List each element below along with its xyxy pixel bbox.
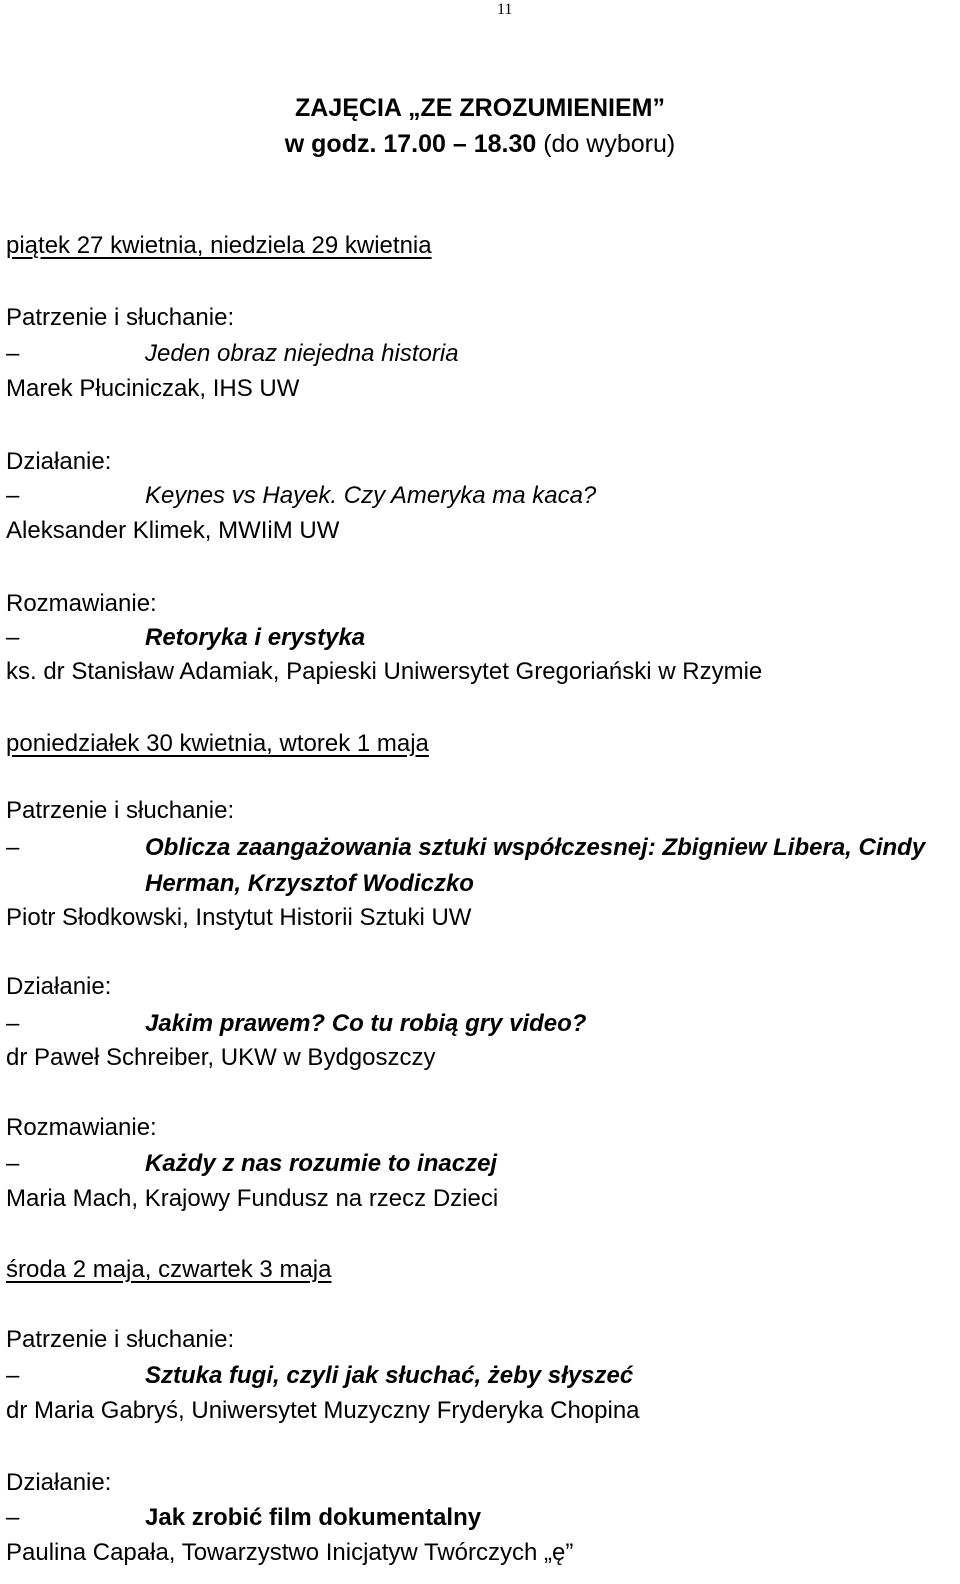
activity-title [6, 830, 956, 902]
category-watching-listening: Patrzenie i słuchanie: [6, 797, 235, 824]
dash-bullet: – [6, 834, 20, 861]
dash-bullet: – [6, 340, 20, 367]
activity-title-text: Każdy z nas rozumie to inaczej [145, 1150, 498, 1177]
activity-presenter: Aleksander Klimek, MWIiM UW [6, 517, 340, 544]
category-watching-listening: Patrzenie i słuchanie: [6, 304, 235, 331]
activity-title-text: Jakim prawem? Co tu robią gry video? [145, 1010, 587, 1037]
day-heading-3: środa 2 maja, czwartek 3 maja [6, 1256, 332, 1283]
activity-title-text: Jak zrobić film dokumentalny [145, 1504, 482, 1531]
day-heading-1: piątek 27 kwietnia, niedziela 29 kwietnia [6, 232, 432, 259]
title-line-1: ZAJĘCIA „ZE ZROZUMIENIEM” [295, 94, 665, 122]
activity-title-text: Retoryka i erystyka [145, 624, 366, 651]
dash-bullet: – [6, 1504, 20, 1531]
dash-bullet: – [6, 1010, 20, 1037]
dash-bullet: – [6, 624, 20, 651]
day-heading-2: poniedziałek 30 kwietnia, wtorek 1 maja [6, 730, 429, 757]
activity-title [6, 1006, 956, 1042]
activity-presenter: Paulina Capała, Towarzystwo Inicjatyw Twórczych „ę” [6, 1539, 574, 1566]
category-doing: Działanie: [6, 448, 112, 475]
category-doing: Działanie: [6, 1469, 112, 1496]
activity-presenter: Maria Mach, Krajowy Fundusz na rzecz Dzieci [6, 1185, 499, 1212]
category-talking: Rozmawianie: [6, 590, 157, 617]
activity-title-text: Jeden obraz niejedna historia [145, 340, 459, 367]
activity-presenter: Marek Płuciniczak, IHS UW [6, 375, 300, 402]
category-watching-listening: Patrzenie i słuchanie: [6, 1326, 235, 1353]
activity-title-text: Sztuka fugi, czyli jak słuchać, żeby słyszeć [145, 1362, 634, 1389]
title-choice-note: (do wyboru) [536, 130, 676, 158]
activity-title [6, 620, 956, 656]
category-talking: Rozmawianie: [6, 1114, 157, 1141]
category-doing: Działanie: [6, 973, 112, 1000]
title-time: w godz. 17.00 – 18.30 [284, 130, 537, 158]
activity-presenter: Piotr Słodkowski, Instytut Historii Sztuki UW [6, 904, 472, 931]
activity-title [6, 1500, 956, 1536]
activity-title [6, 478, 956, 514]
activity-title [6, 1358, 956, 1394]
dash-bullet: – [6, 1150, 20, 1177]
activity-presenter: dr Paweł Schreiber, UKW w Bydgoszczy [6, 1044, 436, 1071]
activity-title-text: Oblicza zaangażowania sztuki współczesnej: Zbigniew Libera, Cindy Herman, Krzysztof Wodiczko [145, 834, 926, 897]
activity-title [6, 1146, 956, 1182]
dash-bullet: – [6, 1362, 20, 1389]
dash-bullet: – [6, 482, 20, 509]
activity-presenter: ks. dr Stanisław Adamiak, Papieski Uniwersytet Gregoriański w Rzymie [6, 658, 763, 685]
activity-title-text: Keynes vs Hayek. Czy Ameryka ma kaca? [145, 482, 597, 509]
title-line-2 [0, 126, 960, 162]
page-number: 11 [497, 1, 513, 18]
document-title [0, 90, 960, 162]
activity-presenter: dr Maria Gabryś, Uniwersytet Muzyczny Fryderyka Chopina [6, 1397, 640, 1424]
activity-title [6, 336, 956, 372]
